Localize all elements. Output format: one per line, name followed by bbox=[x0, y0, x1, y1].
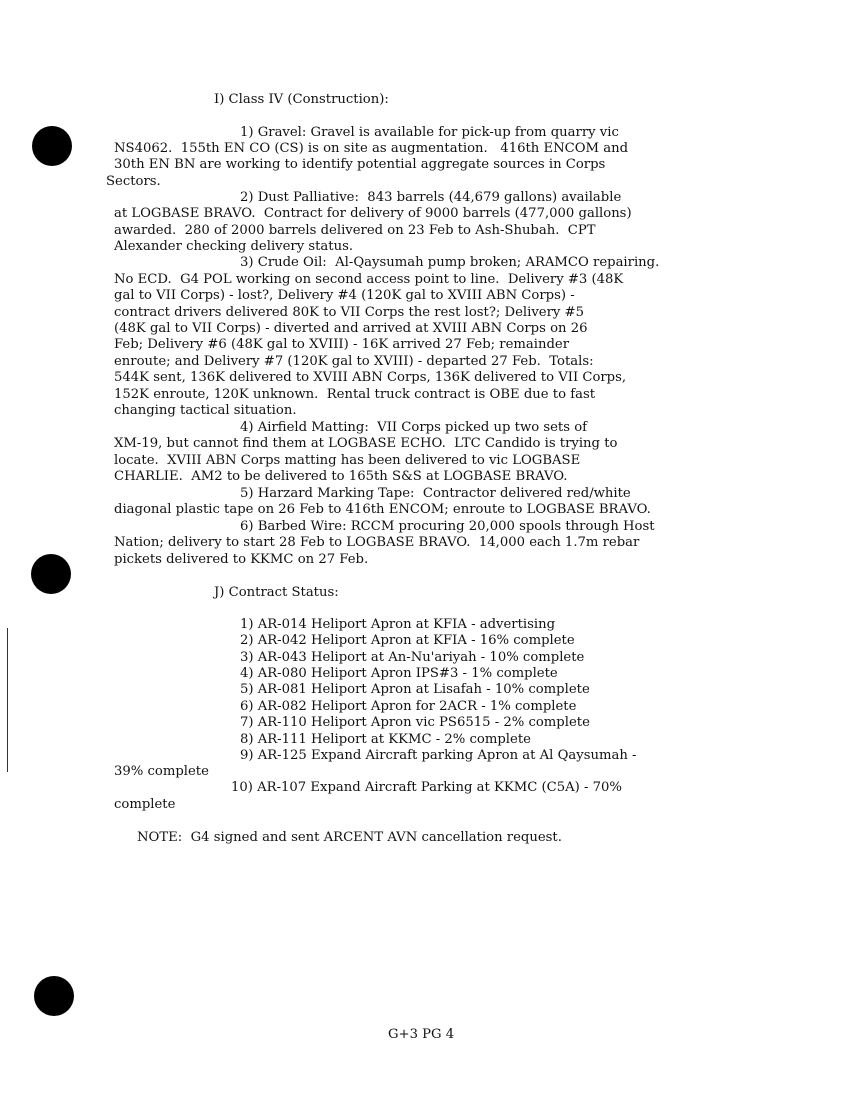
crude-line-3: gal to VII Corps) - lost?, Delivery #4 (120K gal to XVIII ABN Corps) - bbox=[114, 288, 575, 303]
contract-item-9-cont: 39% complete bbox=[114, 764, 209, 779]
tape-line-2: diagonal plastic tape on 26 Feb to 416th ENCOM; enroute to LOGBASE BRAVO. bbox=[114, 502, 651, 517]
contract-item-8: 8) AR-111 Heliport at KKMC - 2% complete bbox=[240, 732, 531, 747]
contract-item-3: 3) AR-043 Heliport at An-Nu'ariyah - 10% complete bbox=[240, 650, 585, 665]
wire-line-3: pickets delivered to KKMC on 27 Feb. bbox=[114, 552, 369, 567]
section-j-heading: J) Contract Status: bbox=[214, 585, 339, 600]
crude-line-6: Feb; Delivery #6 (48K gal to XVIII) - 16K arrived 27 Feb; remainder bbox=[114, 337, 570, 352]
matting-line-4: CHARLIE. AM2 to be delivered to 165th S&S at LOGBASE BRAVO. bbox=[114, 469, 568, 484]
crude-line-7: enroute; and Delivery #7 (120K gal to XVIII) - departed 27 Feb. Totals: bbox=[114, 354, 594, 369]
gravel-line-1: 1) Gravel: Gravel is available for pick-up from quarry vic bbox=[240, 125, 619, 140]
crude-line-9: 152K enroute, 120K unknown. Rental truck contract is OBE due to fast bbox=[114, 387, 596, 402]
dust-line-2: at LOGBASE BRAVO. Contract for delivery of 9000 barrels (477,000 gallons) bbox=[114, 206, 632, 221]
section-i-heading: I) Class IV (Construction): bbox=[214, 92, 389, 107]
contract-item-9: 9) AR-125 Expand Aircraft parking Apron at Al Qaysumah - bbox=[240, 748, 637, 763]
contract-item-1: 1) AR-014 Heliport Apron at KFIA - advertising bbox=[240, 617, 556, 632]
gravel-line-3: 30th EN BN are working to identify potential aggregate sources in Corps bbox=[114, 157, 606, 172]
page-footer: G+3 PG 4 bbox=[388, 1027, 455, 1042]
dust-line-4: Alexander checking delivery status. bbox=[114, 239, 354, 254]
contract-item-10-cont: complete bbox=[114, 797, 176, 812]
crude-line-5: (48K gal to VII Corps) - diverted and arrived at XVIII ABN Corps on 26 bbox=[114, 321, 588, 336]
contract-item-4: 4) AR-080 Heliport Apron IPS#3 - 1% complete bbox=[240, 666, 558, 681]
crude-line-8: 544K sent, 136K delivered to XVIII ABN Corps, 136K delivered to VII Corps, bbox=[114, 370, 627, 385]
matting-line-3: locate. XVIII ABN Corps matting has been delivered to vic LOGBASE bbox=[114, 453, 581, 468]
crude-line-2: No ECD. G4 POL working on second access point to line. Delivery #3 (48K bbox=[114, 272, 624, 287]
dust-line-1: 2) Dust Palliative: 843 barrels (44,679 gallons) available bbox=[240, 190, 622, 205]
gravel-line-2: NS4062. 155th EN CO (CS) is on site as augmentation. 416th ENCOM and bbox=[114, 141, 629, 156]
wire-line-2: Nation; delivery to start 28 Feb to LOGBASE BRAVO. 14,000 each 1.7m rebar bbox=[114, 535, 640, 550]
contract-item-5: 5) AR-081 Heliport Apron at Lisafah - 10% complete bbox=[240, 682, 590, 697]
contract-item-6: 6) AR-082 Heliport Apron for 2ACR - 1% complete bbox=[240, 699, 577, 714]
tape-line-1: 5) Harzard Marking Tape: Contractor delivered red/white bbox=[240, 486, 631, 501]
dust-line-3: awarded. 280 of 2000 barrels delivered on 23 Feb to Ash-Shubah. CPT bbox=[114, 223, 596, 238]
contract-item-10: 10) AR-107 Expand Aircraft Parking at KKMC (C5A) - 70% bbox=[231, 780, 622, 795]
crude-line-10: changing tactical situation. bbox=[114, 403, 297, 418]
note-line: NOTE: G4 signed and sent ARCENT AVN cancellation request. bbox=[137, 830, 562, 845]
crude-line-1: 3) Crude Oil: Al-Qaysumah pump broken; ARAMCO repairing. bbox=[240, 255, 660, 270]
contract-item-7: 7) AR-110 Heliport Apron vic PS6515 - 2% complete bbox=[240, 715, 590, 730]
gravel-line-4: Sectors. bbox=[106, 174, 161, 189]
crude-line-4: contract drivers delivered 80K to VII Corps the rest lost?; Delivery #5 bbox=[114, 305, 584, 320]
matting-line-2: XM-19, but cannot find them at LOGBASE ECHO. LTC Candido is trying to bbox=[114, 436, 618, 451]
wire-line-1: 6) Barbed Wire: RCCM procuring 20,000 spools through Host bbox=[240, 519, 655, 534]
contract-item-2: 2) AR-042 Heliport Apron at KFIA - 16% complete bbox=[240, 633, 575, 648]
matting-line-1: 4) Airfield Matting: VII Corps picked up two sets of bbox=[240, 420, 588, 435]
